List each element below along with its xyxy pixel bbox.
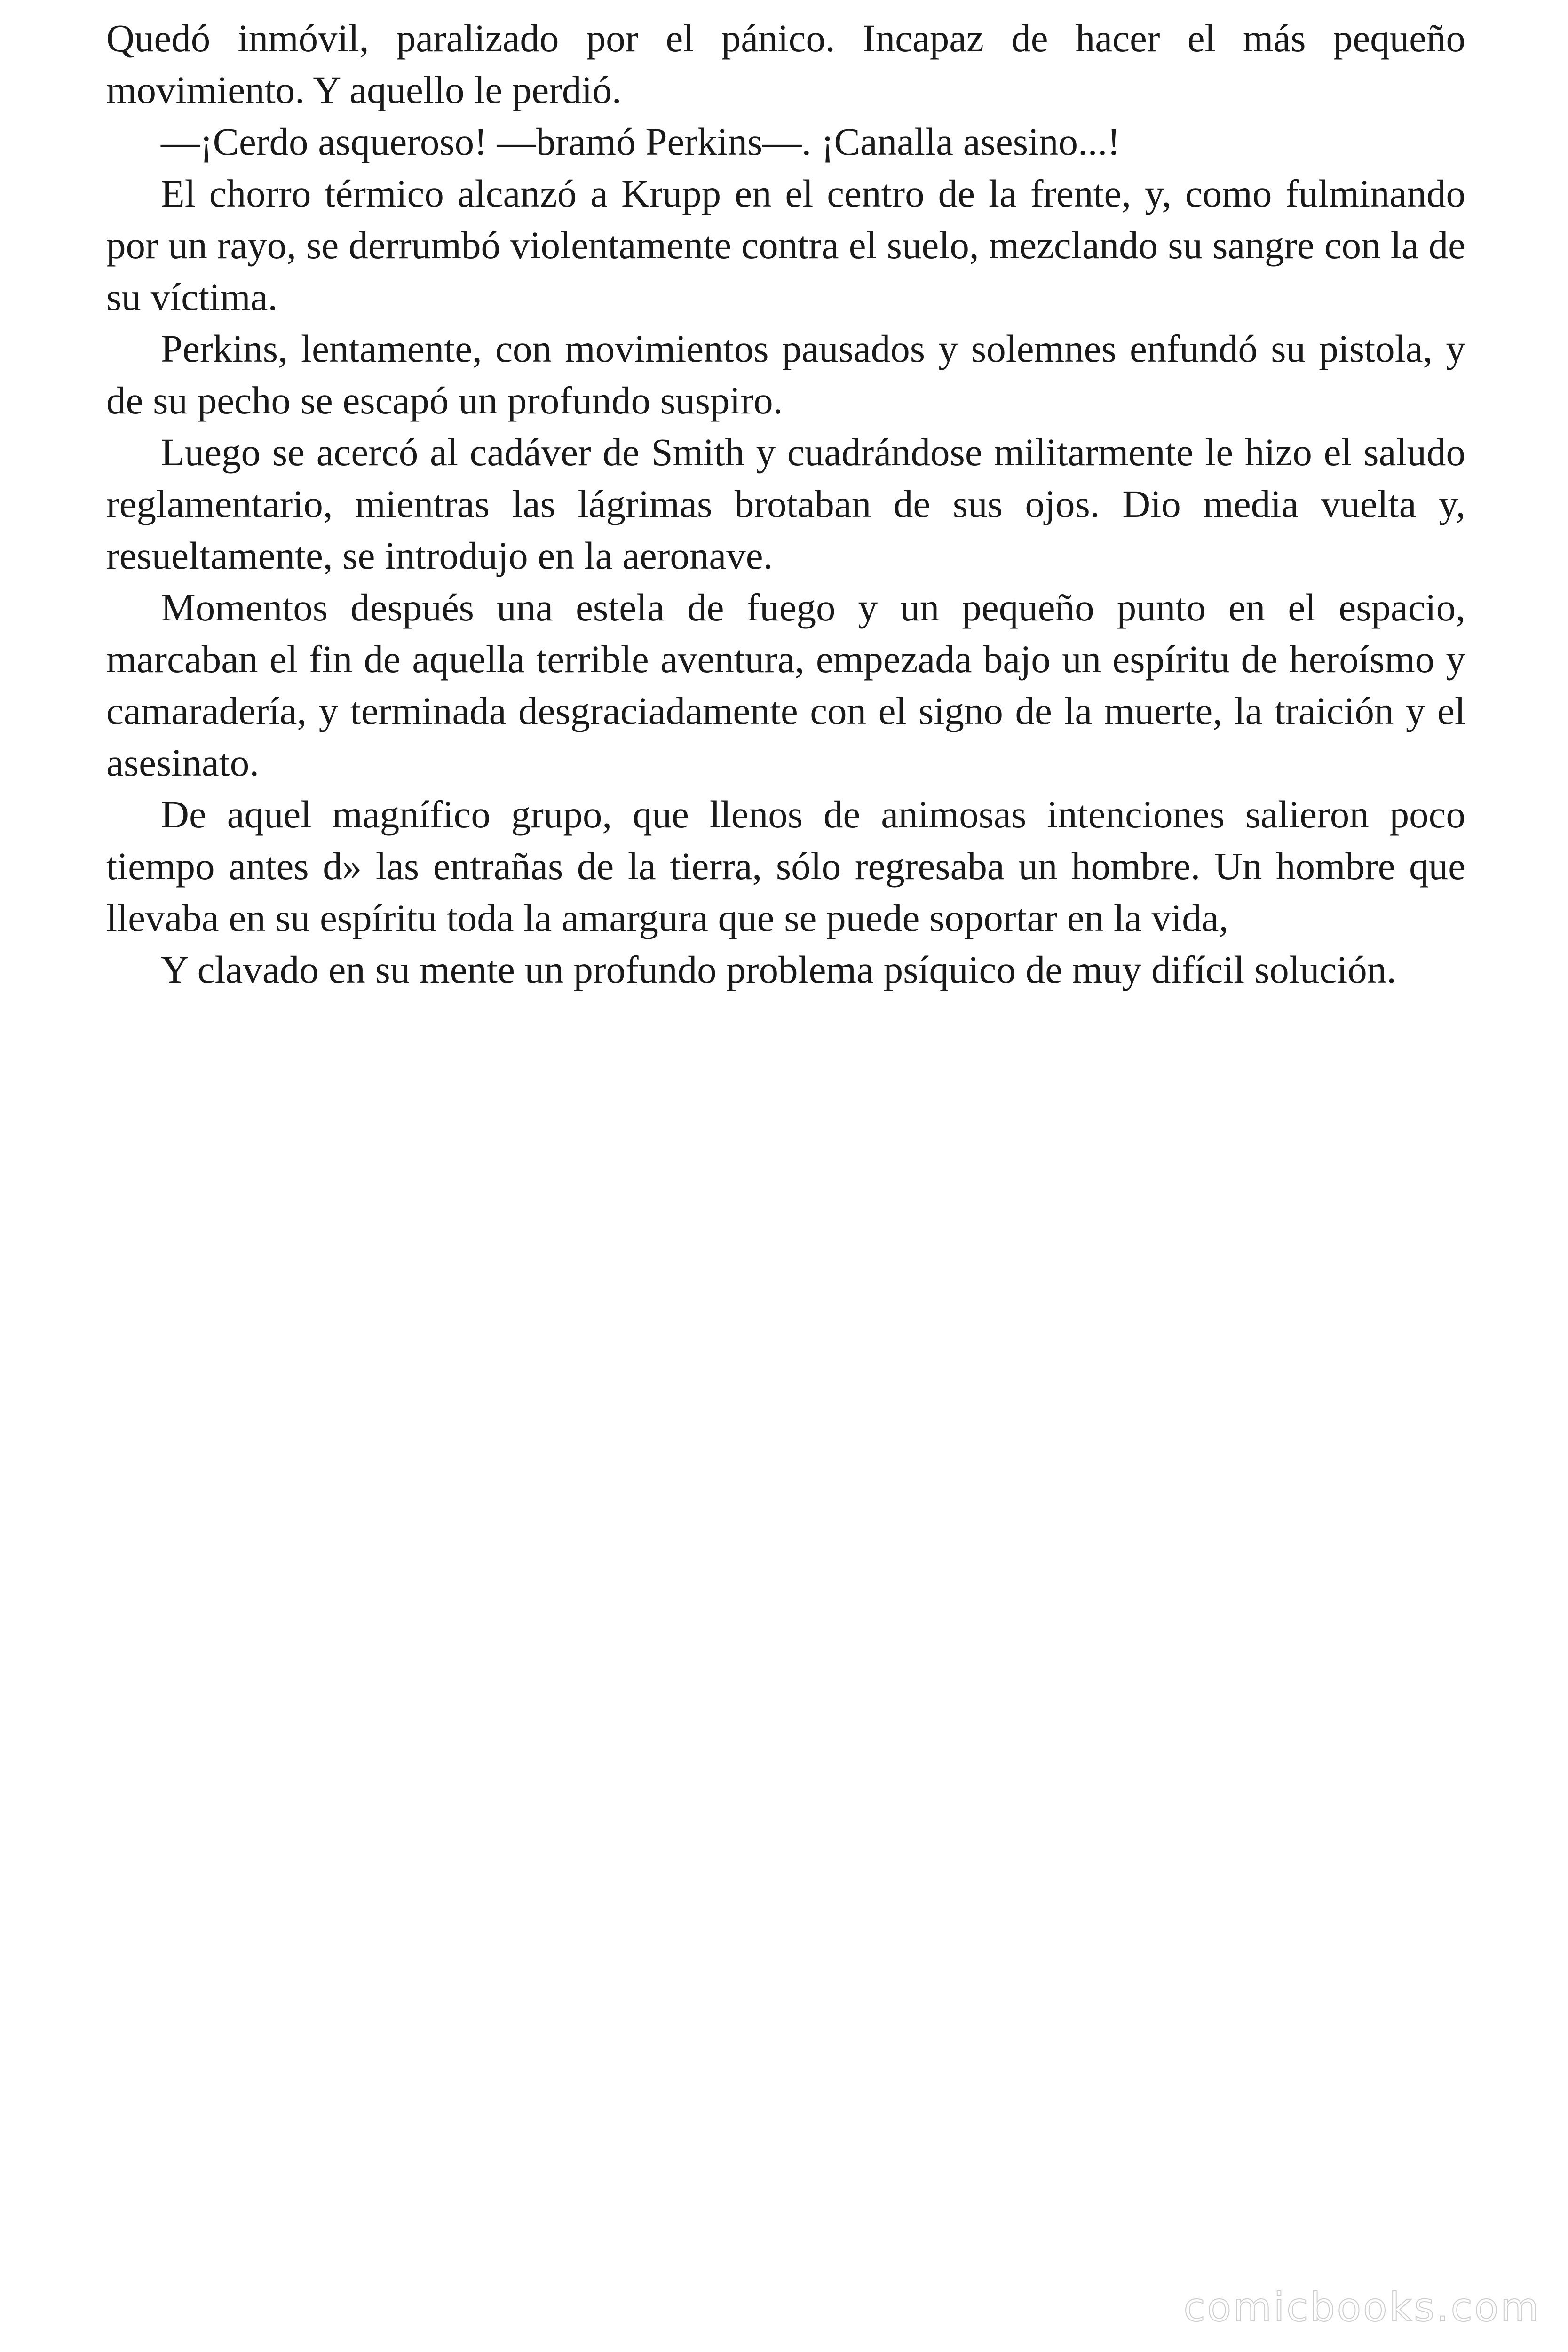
paragraph-3: El chorro térmico alcanzó a Krupp en el centro de la frente, y, como fulminando por un rayo, se derrumbó violentamente contra el suelo, mezclando su sangre con la de su víctima. [106, 172, 1465, 318]
paragraph-8: Y clavado en su mente un profundo problema psíquico de muy difícil solución. [161, 948, 1396, 991]
watermark: comicbooks.com [1183, 2284, 1541, 2330]
paragraph-7: De aquel magnífico grupo, que llenos de animosas intenciones salieron poco tiempo antes d» las entrañas de la tierra, sólo regresaba un hombre. Un hombre que llevaba en su espíritu toda la amargura que se puede soportar en la vida, [106, 793, 1465, 939]
paragraph-2: —¡Cerdo asqueroso! —bramó Perkins—. ¡Canalla asesino...! [161, 120, 1120, 163]
paragraph-1: Quedó inmóvil, paralizado por el pánico. Incapaz de hacer el más pequeño movimiento. Y aquello le perdió. [106, 16, 1465, 111]
paragraph-4: Perkins, lentamente, con movimientos pausados y solemnes enfundó su pistola, y de su pecho se escapó un profundo suspiro. [106, 327, 1465, 422]
paragraph-5: Luego se acercó al cadáver de Smith y cuadrándose militarmente le hizo el saludo reglamentario, mientras las lágrimas brotaban de sus ojos. Dio media vuelta y, resueltamente, se introdujo en la aeronave. [106, 430, 1465, 577]
paragraph-6: Momentos después una estela de fuego y un pequeño punto en el espacio, marcaban el fin de aquella terrible aventura, empezada bajo un espíritu de heroísmo y camaradería, y terminada desgraciadamente con el signo de la muerte, la traición y el asesinato. [106, 586, 1465, 784]
body-text [106, 12, 1465, 995]
